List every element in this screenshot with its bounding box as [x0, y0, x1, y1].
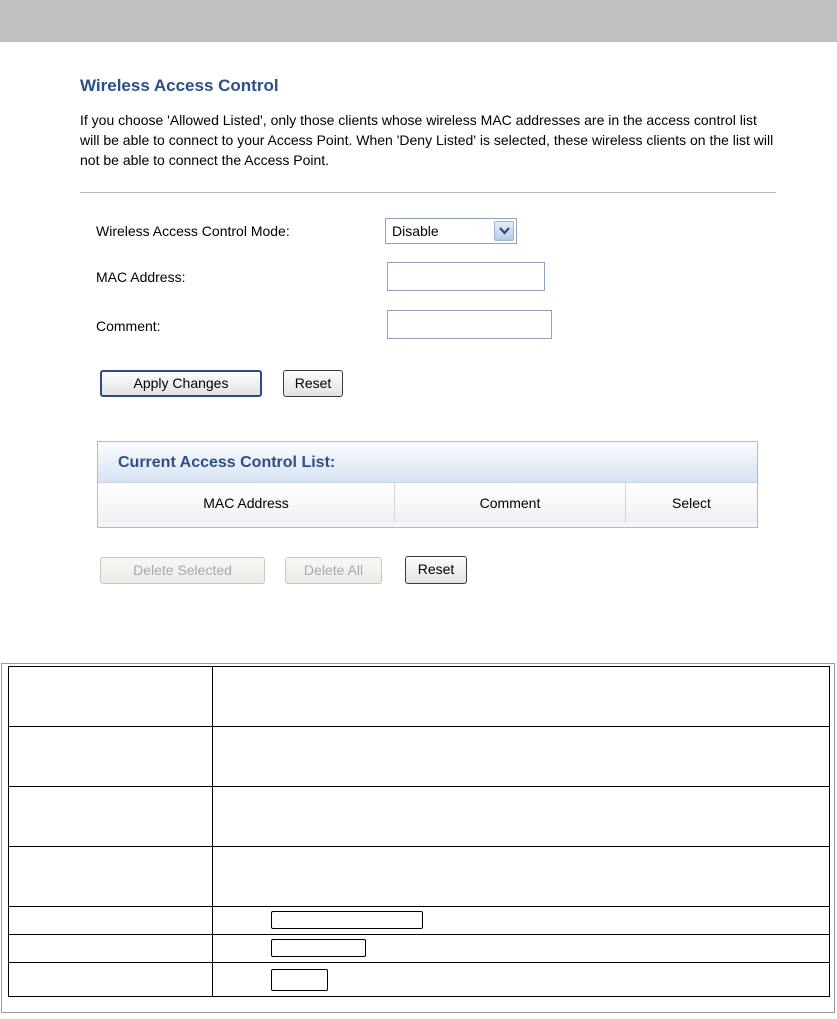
access-control-list-header [98, 442, 757, 482]
mac-address-label: MAC Address: [96, 269, 186, 285]
column-mac-address: MAC Address [203, 495, 289, 511]
column-comment: Comment [479, 495, 541, 511]
table-row [9, 907, 830, 935]
table-cell [9, 847, 213, 907]
table-cell [213, 935, 830, 963]
top-bar [0, 0, 837, 42]
table-cell [213, 907, 830, 935]
table-cell [213, 727, 830, 787]
delete-selected-button[interactable]: Delete Selected [100, 557, 265, 584]
comment-input[interactable] [387, 310, 552, 339]
access-control-mode-select[interactable] [385, 218, 517, 244]
divider [80, 192, 776, 193]
table-row [9, 847, 830, 907]
apply-changes-button-thumbnail [271, 911, 423, 929]
table-cell [9, 667, 213, 727]
table-cell [213, 667, 830, 727]
access-control-list-columns [98, 482, 757, 523]
access-control-list-title: Current Access Control List: [118, 454, 336, 471]
column-select: Select [672, 495, 711, 511]
reset-button[interactable]: Reset [283, 370, 343, 397]
table-cell [9, 907, 213, 935]
access-control-mode-value: Disable [392, 223, 439, 239]
table-cell [213, 963, 830, 997]
apply-changes-button[interactable]: Apply Changes [100, 370, 262, 397]
table-row [9, 935, 830, 963]
description-table [8, 666, 830, 997]
table-row [9, 787, 830, 847]
mac-address-input[interactable] [387, 262, 545, 291]
comment-label: Comment: [96, 318, 161, 334]
list-reset-button[interactable]: Reset [405, 556, 467, 584]
table-cell [9, 963, 213, 997]
reset-button-thumbnail [271, 969, 328, 991]
table-cell [9, 727, 213, 787]
table-cell [213, 787, 830, 847]
table-cell [9, 935, 213, 963]
access-control-list-footer [98, 522, 757, 527]
delete-all-button[interactable]: Delete All [285, 557, 382, 584]
table-row [9, 963, 830, 997]
table-row [9, 727, 830, 787]
access-control-list [97, 441, 758, 528]
table-row [9, 667, 830, 727]
access-control-mode-label: Wireless Access Control Mode: [96, 223, 290, 239]
chevron-down-icon[interactable] [494, 221, 514, 241]
page-description: If you choose 'Allowed Listed', only those clients whose wireless MAC addresses are in the access control list will be able to connect to your Access Point. When 'Deny Listed' is selected, these wireless clients on the list will not be able to connect the Access Point. [80, 112, 774, 168]
page-title: Wireless Access Control [80, 76, 279, 95]
delete-button-thumbnail [271, 939, 366, 957]
table-cell [9, 787, 213, 847]
table-cell [213, 847, 830, 907]
